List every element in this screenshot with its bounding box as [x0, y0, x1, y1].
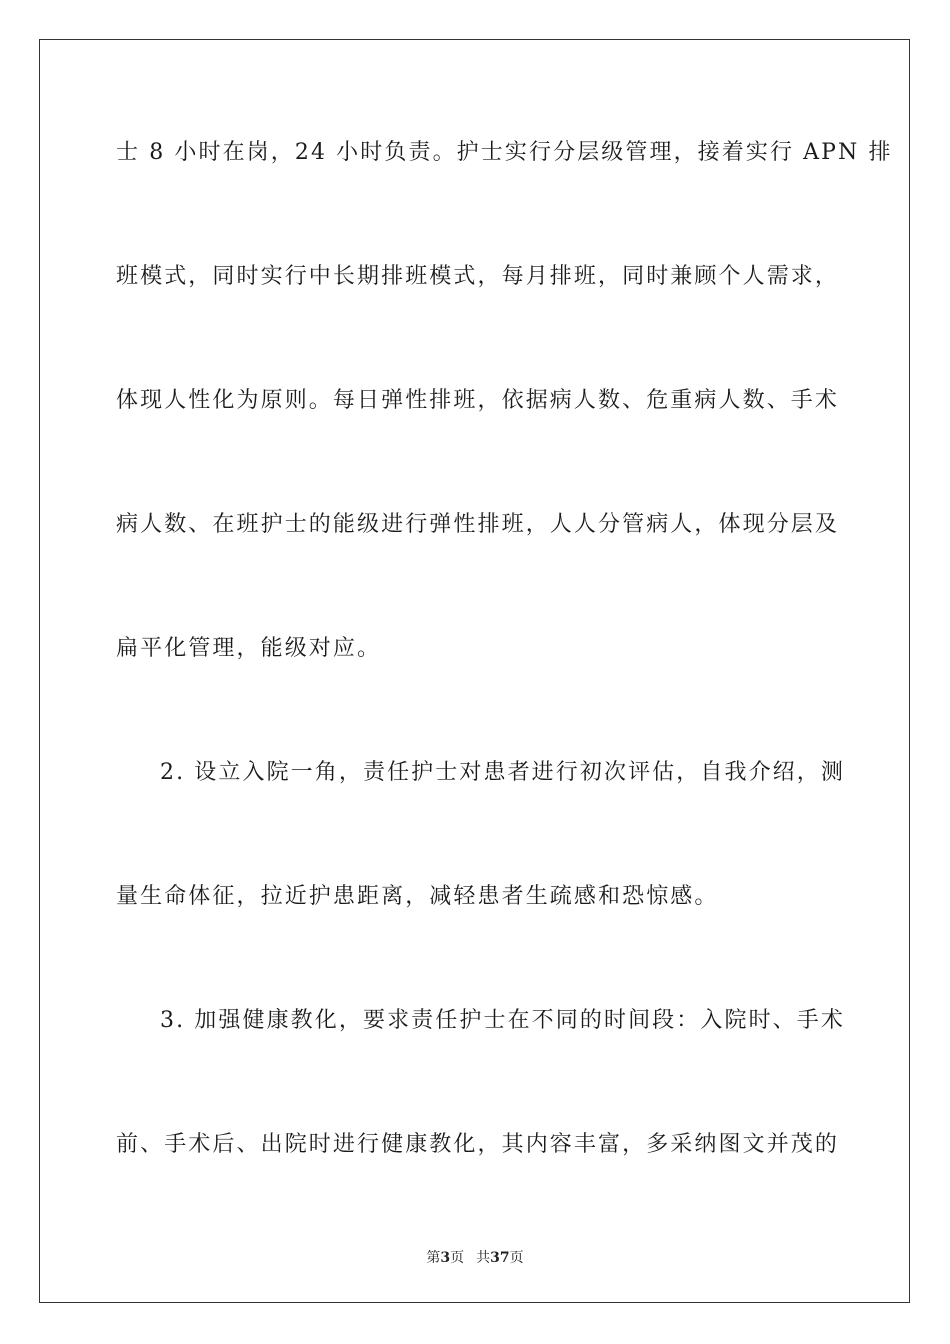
page-number: 3 [440, 1250, 451, 1266]
page-footer [0, 1247, 950, 1267]
total-prefix: 共 [476, 1250, 491, 1266]
paragraph-line: 量生命体征，拉近护患距离，减轻患者生疏感和恐惊感。 [116, 884, 719, 909]
paragraph-line: 扁平化管理，能级对应。 [116, 636, 382, 661]
paragraph-line: 病人数、在班护士的能级进行弹性排班，人人分管病人，体现分层及 [116, 512, 840, 537]
paragraph-line: 班模式，同时实行中长期排班模式，每月排班，同时兼顾个人需求， [116, 264, 840, 289]
paragraph-line: 体现人性化为原则。每日弹性排班，依据病人数、危重病人数、手术 [116, 388, 840, 413]
page-suffix: 页 [450, 1250, 465, 1266]
page-prefix: 第 [426, 1250, 441, 1266]
paragraph-line: 2. 设立入院一角，责任护士对患者进行初次评估，自我介绍，测 [160, 760, 845, 785]
paragraph-line: 3. 加强健康教化，要求责任护士在不同的时间段：入院时、手术 [160, 1008, 845, 1033]
total-pages: 37 [490, 1250, 510, 1266]
total-suffix: 页 [509, 1250, 524, 1266]
paragraph-line: 士 8 小时在岗，24 小时负责。护士实行分层级管理，接着实行 APN 排 [116, 140, 893, 165]
paragraph-line: 前、手术后、出院时进行健康教化，其内容丰富，多采纳图文并茂的 [116, 1132, 840, 1157]
page-border [39, 39, 910, 1303]
